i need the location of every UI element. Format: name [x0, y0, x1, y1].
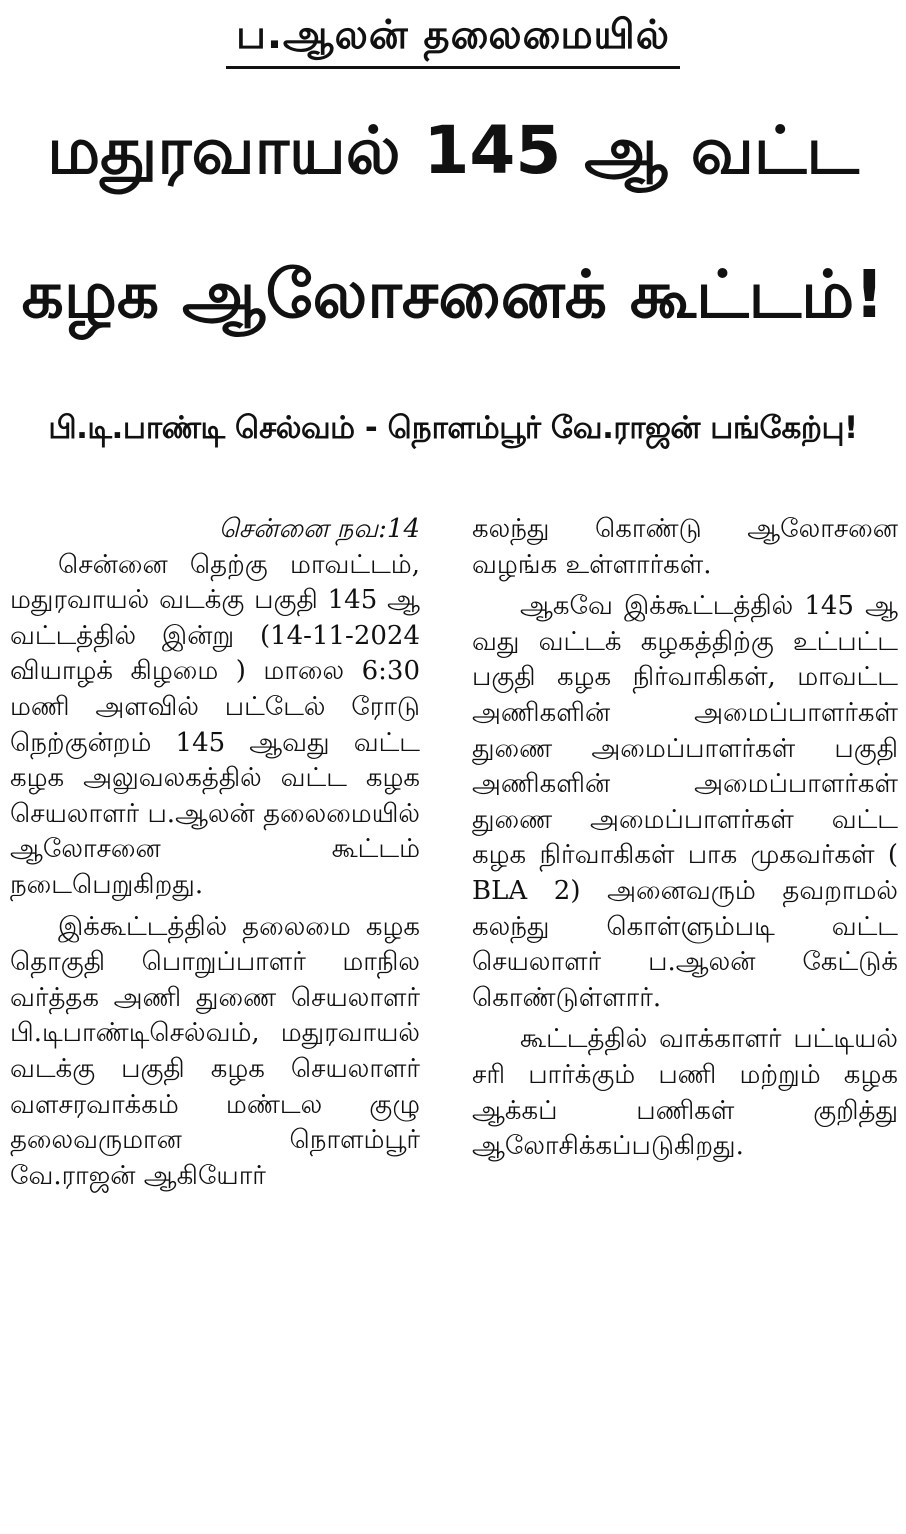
article-paragraph-3: கலந்து கொண்டு ஆலோசனை வழங்க உள்ளார்கள். [472, 514, 898, 580]
kicker-text: ப.ஆலன் தலைமையில் [226, 10, 680, 69]
headline-line-2: கழக ஆலோசனைக் கூட்டம்! [21, 256, 885, 333]
article-column-left [10, 512, 420, 1194]
article-paragraph-2: இக்கூட்டத்தில் தலைமை கழக தொகுதி பொறுப்பாளர் மாநில வர்த்தக அணி துணை செயலாளர் பி.டிபாண்டிசெல்வம், மதுரவாயல் வடக்கு பகுதி கழக செயலாளர் வளசரவாக்கம் மண்டல குழு தலைவருமான நொளம்பூர் வே.ராஜன் ஆகியோர் [10, 911, 420, 1191]
article-paragraph-4: ஆகவே இக்கூட்டத்தில் 145 ஆ வது வட்டக் கழகத்திற்கு உட்பட்ட பகுதி கழக நிர்வாகிகள், மாவட்ட அணிகளின் அமைப்பாளர்கள் துணை அமைப்பாளர்கள் பகுதி அணிகளின் அமைப்பாளர்கள் துணை அமைப்பாளர்கள் வட்ட கழக நிர்வாகிகள் பாக முகவர்கள் ( BLA 2) அனைவரும் தவறாமல் கலந்து கொள்ளும்படி வட்ட செயலாளர் ப.ஆலன் கேட்டுக் கொண்டுள்ளார். [472, 591, 898, 1013]
dateline: சென்னை நவ:14 [218, 514, 420, 544]
headline-line-1: மதுரவாயல் 145 ஆ வட்ட [47, 112, 859, 189]
kicker [0, 10, 906, 69]
subheadline: பி.டி.பாண்டி செல்வம் - நொளம்பூர் வே.ராஜன் பங்கேற்பு! [48, 410, 858, 446]
article-paragraph-5: கூட்டத்தில் வாக்காளர் பட்டியல் சரி பார்க்கும் பணி மற்றும் கழக ஆக்கப் பணிகள் குறித்து ஆலோசிக்கப்படுகிறது. [472, 1024, 898, 1162]
article-column-right [472, 512, 898, 1165]
article-paragraph-1: சென்னை தெற்கு மாவட்டம், மதுரவாயல் வடக்கு பகுதி 145 ஆ வட்டத்தில் இன்று (14-11-2024 வியாழக் கிழமை ) மாலை 6:30 மணி அளவில் பட்டேல் ரோடு நெற்குன்றம் 145 ஆவது வட்ட கழக அலுவலகத்தில் வட்ட கழக செயலாளர் ப.ஆலன் தலைமையில் ஆலோசனை கூட்டம் நடைபெறுகிறது. [10, 549, 420, 900]
